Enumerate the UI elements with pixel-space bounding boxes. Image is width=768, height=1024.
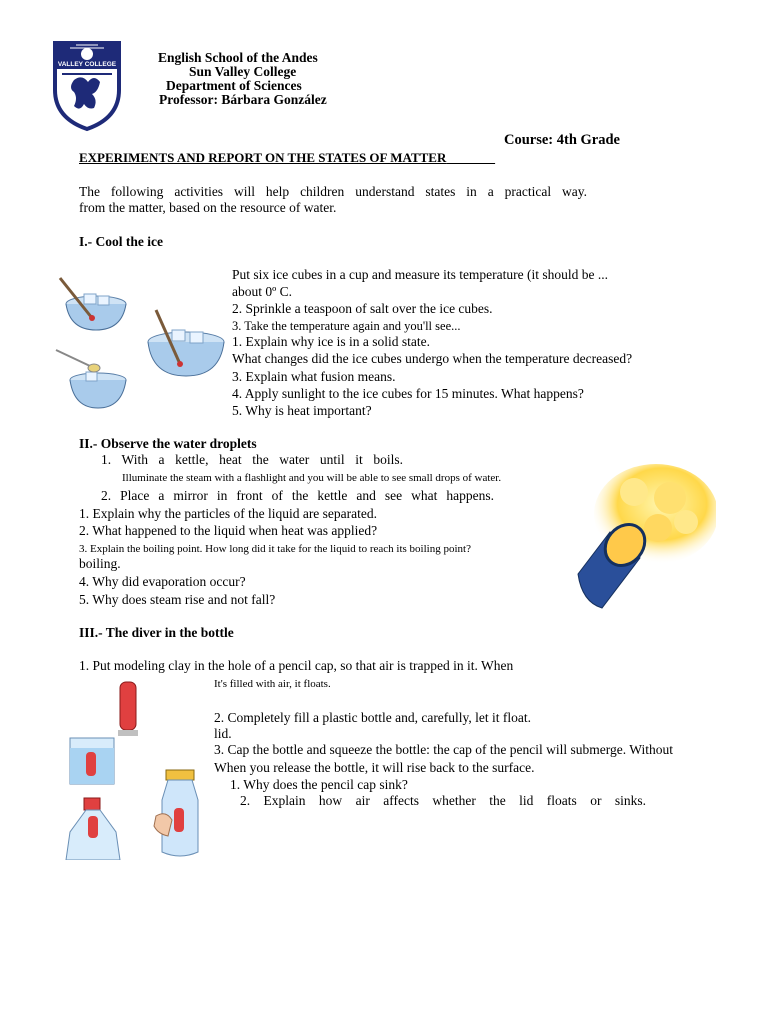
section-3-line-1: 1. Put modeling clay in the hole of a pencil cap, so that air is trapped in it. When: [79, 658, 514, 673]
section-2-step-2: 2. Place a mirror in front of the kettle and see what happens.: [101, 488, 494, 503]
section-2-step-1: 1. With a kettle, heat the water until it boils.: [101, 452, 403, 467]
section-3-line-5: 3. Cap the bottle and squeeze the bottle: the cap of the pencil will submerge. Without: [214, 742, 673, 757]
section-1-line-3: 2. Sprinkle a teaspoon of salt over the ice cubes.: [232, 301, 493, 316]
section-1-line-7: 3. Explain what fusion means.: [232, 369, 396, 384]
section-1-line-8: 4. Apply sunlight to the ice cubes for 15 minutes. What happens?: [232, 386, 584, 401]
department-name: Department of Sciences: [166, 78, 302, 93]
section-3-heading: III.- The diver in the bottle: [79, 625, 234, 640]
page-title: EXPERIMENTS AND REPORT ON THE STATES OF MATTER: [79, 150, 447, 165]
section-3-line-2: It's filled with air, it floats.: [214, 678, 331, 690]
section-1-line-9: 5. Why is heat important?: [232, 403, 372, 418]
section-3-question-2: 2. Explain how air affects whether the lid floats or sinks.: [240, 793, 646, 808]
section-1-heading: I.- Cool the ice: [79, 234, 163, 249]
section-2-question-4: 4. Why did evaporation occur?: [79, 574, 246, 589]
college-name: Sun Valley College: [189, 64, 297, 79]
section-1-line-5: 1. Explain why ice is in a solid state.: [232, 334, 430, 349]
section-2-question-3-cont: boiling.: [79, 556, 121, 571]
section-3-line-3: 2. Completely fill a plastic bottle and, carefully, let it float.: [214, 710, 532, 725]
section-3-question-1: 1. Why does the pencil cap sink?: [230, 777, 408, 792]
section-1-line-2: about 0º C.: [232, 284, 293, 299]
section-2-question-3: 3. Explain the boiling point. How long did it take for the liquid to reach its boiling point?: [79, 543, 471, 555]
school-name: English School of the Andes: [158, 50, 318, 65]
section-2-question-2: 2. What happened to the liquid when heat was applied?: [79, 523, 378, 538]
section-2-question-1: 1. Explain why the particles of the liquid are separated.: [79, 506, 378, 521]
section-2-heading: II.- Observe the water droplets: [79, 436, 257, 451]
section-1-line-1: Put six ice cubes in a cup and measure its temperature (it should be ...: [232, 267, 609, 282]
intro-line-1: The following activities will help children understand states in a practical way.: [79, 184, 587, 199]
section-1-line-6: What changes did the ice cubes undergo when the temperature decreased?: [232, 351, 633, 366]
school-crest-logo: [52, 40, 122, 132]
intro-line-2: from the matter, based on the resource of water.: [79, 200, 337, 215]
section-3-line-4: lid.: [214, 726, 232, 741]
svg-text:VALLEY COLLEGE: VALLEY COLLEGE: [57, 61, 117, 68]
section-2-step-1-note: Illuminate the steam with a flashlight and you will be able to see small drops of water.: [122, 472, 502, 484]
flashlight-illustration: [574, 462, 716, 616]
diver-bottle-illustration: [62, 676, 216, 860]
course-label: Course: 4th Grade: [504, 132, 620, 148]
section-3-line-6: When you release the bottle, it will rise back to the surface.: [214, 760, 535, 775]
section-2-question-5: 5. Why does steam rise and not fall?: [79, 592, 276, 607]
section-1-line-4: 3. Take the temperature again and you'll see...: [232, 319, 461, 333]
professor-name: Professor: Bárbara González: [159, 92, 327, 107]
ice-bowls-illustration: [48, 272, 230, 414]
